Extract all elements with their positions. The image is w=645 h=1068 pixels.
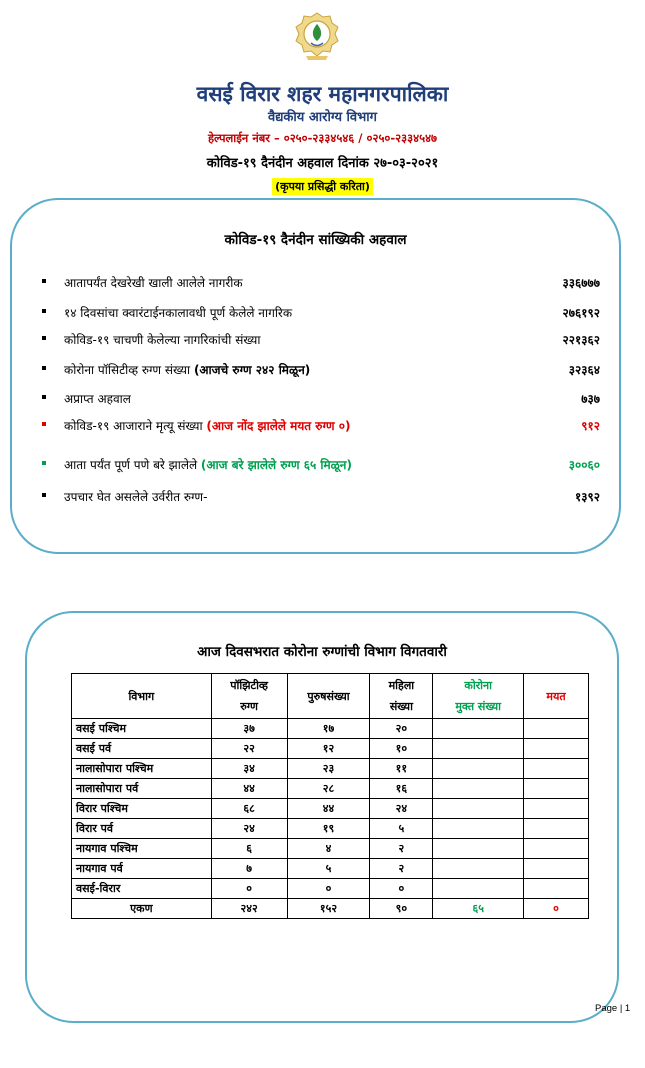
cell-ward: वसई पर्व: [72, 739, 212, 759]
cell-positive: ०: [211, 879, 287, 899]
cell-female: ९०: [370, 899, 433, 919]
cell-male: १९: [287, 819, 370, 839]
stat-label: कोविड-१९ आजाराने मृत्यू संख्या: [64, 419, 207, 433]
cell-female: २४: [370, 799, 433, 819]
cell-recovered: [433, 839, 524, 859]
cell-recovered: [433, 739, 524, 759]
cell-ward: वसई पश्चिम: [72, 719, 212, 739]
cell-deaths: [524, 779, 589, 799]
table-total-row: [72, 899, 589, 919]
col-recovered: कोरोना मुक्त संख्या: [433, 674, 524, 719]
col-positive: पॉझिटीव्ह रुग्ण: [211, 674, 287, 719]
cell-recovered: [433, 859, 524, 879]
cell-ward: नायगाव पर्व: [72, 859, 212, 879]
stat-label: १४ दिवसांचा क्वारंटाईनकालावधी पूर्ण केलेले नागरिक: [64, 306, 293, 320]
cell-recovered: [433, 799, 524, 819]
stat-highlight: (आज बरे झालेले रुग्ण ६५ मिळून): [200, 458, 352, 472]
cell-male: २८: [287, 779, 370, 799]
ward-breakdown-panel: [25, 611, 619, 1023]
report-title: कोविड-१९ दैनंदीन अहवाल दिनांक २७-०३-२०२१: [206, 156, 439, 171]
cell-ward: वसई-विरार: [72, 879, 212, 899]
cell-positive: ६८: [211, 799, 287, 819]
cell-ward: विरार पर्व: [72, 819, 212, 839]
cell-female: २०: [370, 719, 433, 739]
table-row: [72, 799, 589, 819]
cell-female: ११: [370, 759, 433, 779]
corporation-title: वसई विरार शहर महानगरपालिका: [196, 82, 449, 106]
bullet-icon: [42, 309, 46, 313]
cell-deaths: [524, 819, 589, 839]
cell-positive: ३४: [211, 759, 287, 779]
helpline-numbers: हेल्पलाईन नंबर – ०२५०-२३३४५४६ / ०२५०-२३३४५४७: [207, 131, 438, 145]
stat-highlight: (आजचे रुग्ण २४२ मिळून): [193, 363, 311, 377]
cell-positive: ६: [211, 839, 287, 859]
cell-recovered: [433, 719, 524, 739]
page-number: Page | 1: [595, 1003, 631, 1014]
cell-male: ४: [287, 839, 370, 859]
bullet-icon: [42, 336, 46, 340]
ward-table-heading: आज दिवसभरात कोरोना रुग्णांची विभाग विगतवारी: [197, 644, 447, 660]
table-row: [72, 739, 589, 759]
table-row: [72, 779, 589, 799]
cell-ward: नालासोपारा पर्व: [72, 779, 212, 799]
col-deaths: मयत: [524, 674, 589, 719]
stat-label: अप्राप्त अहवाल: [64, 392, 131, 406]
stat-value: २७६१९२: [562, 306, 600, 320]
col-ward: विभाग: [72, 674, 212, 719]
table-row: [72, 839, 589, 859]
cell-ward: विरार पश्चिम: [72, 799, 212, 819]
cell-ward: नालासोपारा पश्चिम: [72, 759, 212, 779]
publish-note: [0, 179, 645, 194]
cell-deaths: [524, 739, 589, 759]
table-row: [72, 759, 589, 779]
stat-label: उपचार घेत असलेले उर्वरीत रुग्ण-: [64, 490, 208, 504]
cell-positive: ७: [211, 859, 287, 879]
stat-label: कोविड-१९ चाचणी केलेल्या नागरिकांची संख्या: [64, 333, 261, 347]
table-row: [72, 879, 589, 899]
stat-value: ३२३६४: [568, 363, 600, 377]
cell-female: २: [370, 859, 433, 879]
table-header-row: [72, 674, 589, 719]
statistics-panel: [10, 198, 621, 554]
stat-value: ३००६०: [568, 458, 600, 472]
stat-label: आता पर्यंत पूर्ण पणे बरे झालेले: [64, 458, 201, 472]
stat-value: ७३७: [581, 392, 600, 406]
cell-positive: ३७: [211, 719, 287, 739]
municipal-emblem-icon: [292, 10, 342, 62]
cell-ward: एकण: [72, 899, 212, 919]
bullet-icon: [42, 461, 46, 465]
bullet-icon: [42, 395, 46, 399]
cell-recovered: ६५: [433, 899, 524, 919]
department-title: वैद्यकीय आरोग्य विभाग: [268, 110, 377, 125]
cell-deaths: [524, 839, 589, 859]
statistics-heading: कोविड-१९ दैनंदीन सांख्यिकी अहवाल: [224, 232, 407, 248]
cell-female: १६: [370, 779, 433, 799]
ward-table: [71, 673, 589, 919]
stat-value: ९१२: [581, 419, 600, 433]
cell-deaths: [524, 799, 589, 819]
cell-female: १०: [370, 739, 433, 759]
cell-male: १५२: [287, 899, 370, 919]
cell-recovered: [433, 819, 524, 839]
stat-value: २२१३६२: [562, 333, 600, 347]
cell-female: ०: [370, 879, 433, 899]
cell-recovered: [433, 759, 524, 779]
cell-female: २: [370, 839, 433, 859]
cell-ward: नायगाव पश्चिम: [72, 839, 212, 859]
stat-value: ३३६७७७: [562, 276, 600, 290]
table-row: [72, 859, 589, 879]
stat-highlight: (आज नोंद झालेले मयत रुग्ण ०): [206, 419, 351, 433]
cell-deaths: [524, 859, 589, 879]
bullet-icon: [42, 493, 46, 497]
cell-female: ५: [370, 819, 433, 839]
cell-deaths: [524, 759, 589, 779]
cell-positive: ४४: [211, 779, 287, 799]
stat-label: कोरोना पॉसिटीव्ह रुग्ण संख्या: [64, 363, 194, 377]
col-male: पुरुषसंख्या: [287, 674, 370, 719]
cell-deaths: ०: [524, 899, 589, 919]
cell-deaths: [524, 879, 589, 899]
cell-male: २३: [287, 759, 370, 779]
bullet-icon: [42, 279, 46, 283]
col-female: महिला संख्या: [370, 674, 433, 719]
table-row: [72, 819, 589, 839]
stat-value: १३९२: [575, 490, 600, 504]
cell-positive: २२: [211, 739, 287, 759]
cell-male: ४४: [287, 799, 370, 819]
cell-male: १७: [287, 719, 370, 739]
cell-deaths: [524, 719, 589, 739]
cell-positive: २४२: [211, 899, 287, 919]
cell-male: ०: [287, 879, 370, 899]
cell-positive: २४: [211, 819, 287, 839]
bullet-icon: [42, 366, 46, 370]
stat-label: आतापर्यंत देखरेखी खाली आलेले नागरीक: [64, 276, 243, 290]
cell-recovered: [433, 879, 524, 899]
table-row: [72, 719, 589, 739]
cell-male: ५: [287, 859, 370, 879]
bullet-icon: [42, 422, 46, 426]
publish-note-text: (कृपया प्रसिद्धी करिता): [272, 178, 373, 195]
cell-male: १२: [287, 739, 370, 759]
cell-recovered: [433, 779, 524, 799]
